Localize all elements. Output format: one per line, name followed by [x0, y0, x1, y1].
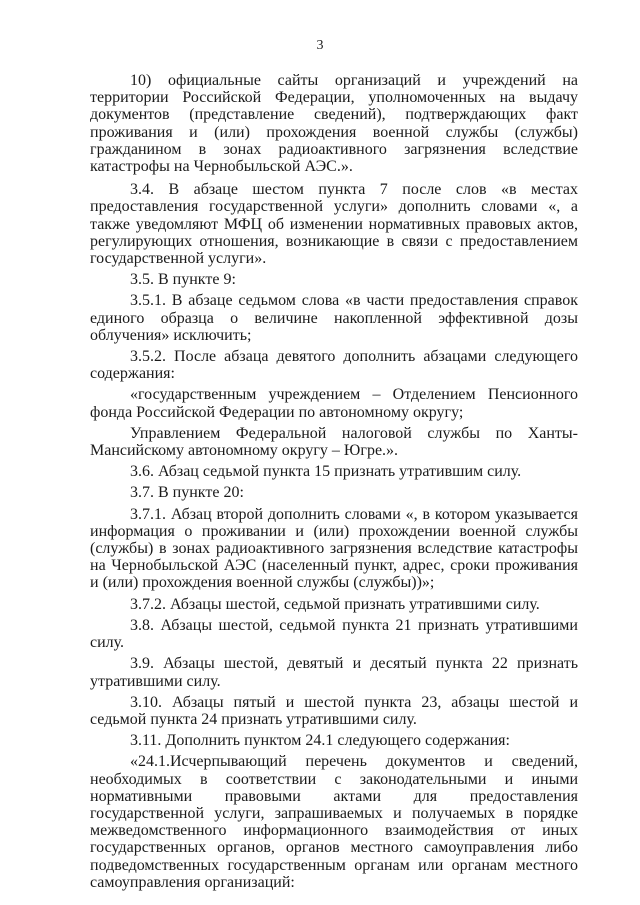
paragraph-10: 10) официальные сайты организаций и учреждений на территории Российской Федерации, уполномоченных на выдачу документов (представление сведений), подтверждающих факт проживания и (или) прохождения военной службы (службы) гражданином в зонах радиоактивного загрязнения вследствие катастрофы на Чернобыльской АЭС.». — [90, 72, 578, 176]
paragraph-3-7: 3.7. В пункте 20: — [130, 484, 244, 502]
document-body — [90, 72, 578, 891]
paragraph-3-6: 3.6. Абзац седьмой пункта 15 признать утратившим силу. — [130, 463, 522, 481]
paragraph-pension-fund: «государственным учреждением – Отделением Пенсионного фонда Российской Федерации по автономному округу; — [90, 386, 578, 421]
paragraph-3-8: 3.8. Абзацы шестой, седьмой пункта 21 признать утратившими силу. — [90, 616, 578, 652]
paragraph-tax-service: Управлением Федеральной налоговой службы по Ханты-Мансийскому автономному округу – Югре.». — [90, 424, 578, 460]
paragraph-24-1: «24.1.Исчерпывающий перечень документов и сведений, необходимых в соответствии с законодательными и иными нормативными правовыми актами для предоставления государственной услуги, запрашиваемых и получаемых в порядке межведомственного информационного взаимодействия от иных государственных органов, органов местного самоуправления либо подведомственных государственным органам или органам местного самоуправления организаций: — [90, 753, 578, 891]
paragraph-3-7-1: 3.7.1. Абзац второй дополнить словами «, в котором указывается информация о проживании и (или) прохождении военной службы (службы) в зонах радиоактивного загрязнения вследствие катастрофы на Чернобыльской АЭС (населенный пункт, адрес, сроки проживания и (или) прохождения военной службы (службы))»; — [90, 505, 578, 592]
paragraph-3-5: 3.5. В пункте 9: — [130, 271, 236, 289]
paragraph-3-5-2: 3.5.2. После абзаца девятого дополнить абзацами следующего содержания: — [90, 348, 578, 383]
paragraph-3-9: 3.9. Абзацы шестой, девятый и десятый пункта 22 признать утратившими силу. — [90, 655, 578, 690]
paragraph-3-4: 3.4. В абзаце шестом пункта 7 после слов «в местах предоставления государственной услуги» дополнить словами «, а также уведомляют МФЦ об изменении нормативных правовых актов, регулирующих отношения, возникающие в связи с предоставлением государственной услуги». — [90, 181, 578, 268]
paragraph-3-10: 3.10. Абзацы пятый и шестой пункта 23, абзацы шестой и седьмой пункта 24 признать утратившими силу. — [90, 693, 578, 728]
paragraph-3-5-1: 3.5.1. В абзаце седьмом слова «в части предоставления справок единого образца о величине накопленной эффективной дозы облучения» исключить; — [90, 292, 578, 344]
paragraph-3-7-2: 3.7.2. Абзацы шестой, седьмой признать утратившими силу. — [130, 595, 540, 613]
page-number: 3 — [316, 38, 324, 53]
paragraph-3-11: 3.11. Дополнить пунктом 24.1 следующего содержания: — [130, 732, 510, 750]
